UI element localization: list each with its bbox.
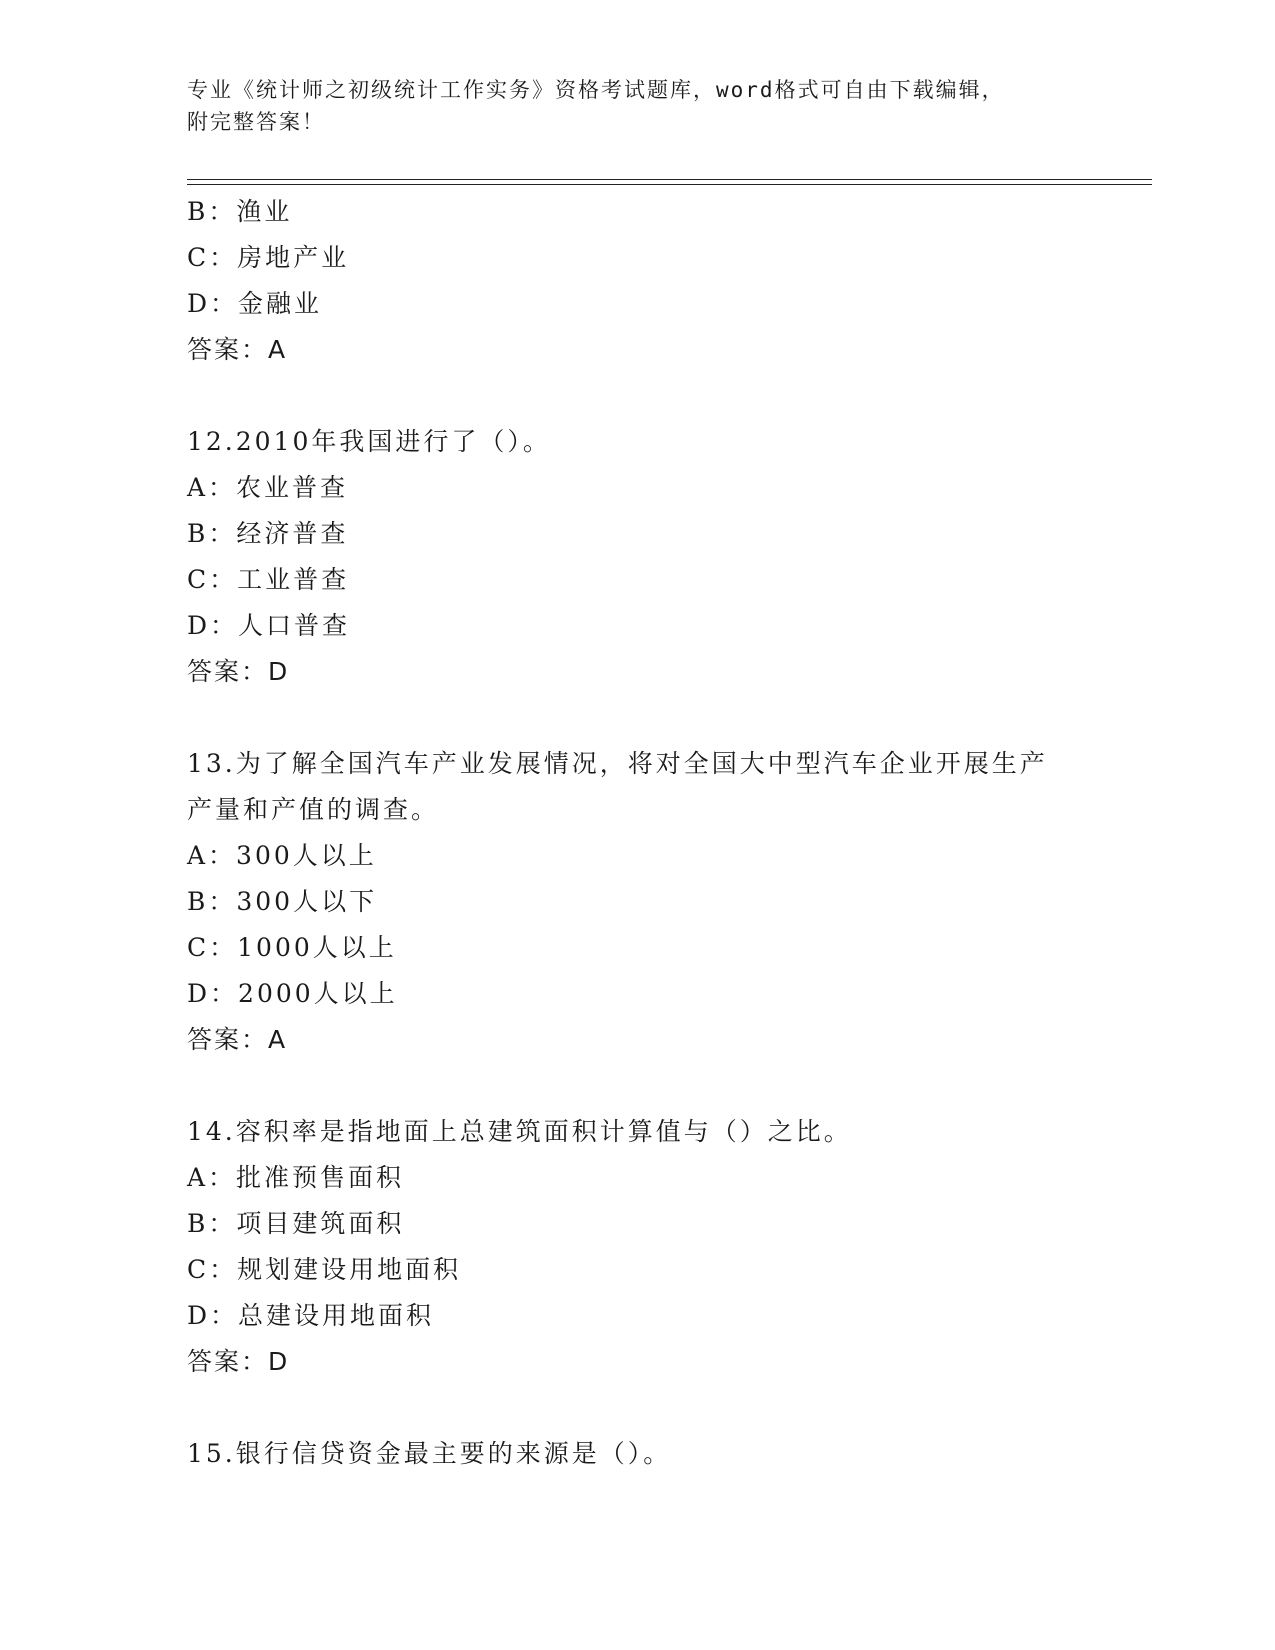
header-divider-bottom (187, 184, 1152, 185)
option-d: D：总建设用地面积 (187, 1301, 435, 1330)
question-13 (187, 741, 1147, 1063)
option-b: B：经济普查 (187, 519, 349, 548)
question-stem: 14.容积率是指地面上总建筑面积计算值与（）之比。 (187, 1117, 852, 1146)
question-12 (187, 419, 1147, 695)
header-line-2: 附完整答案！ (187, 110, 325, 134)
option-a: A：300人以上 (187, 841, 377, 870)
document-header (187, 74, 1087, 138)
spacer (187, 1063, 1147, 1109)
question-stem: 12.2010年我国进行了（）。 (187, 427, 551, 456)
option-b: B：渔业 (187, 197, 293, 226)
question-11 (187, 189, 1147, 373)
option-a: A：批准预售面积 (187, 1163, 405, 1192)
question-stem-line-1: 13.为了解全国汽车产业发展情况，将对全国大中型汽车企业开展生产 (187, 749, 1048, 778)
option-c: C：房地产业 (187, 243, 350, 272)
option-a: A：农业普查 (187, 473, 349, 502)
option-d: D：金融业 (187, 289, 323, 318)
question-list (187, 189, 1147, 1477)
answer: 答案：D (187, 1347, 290, 1376)
answer: 答案：A (187, 1025, 288, 1054)
header-line-1: 专业《统计师之初级统计工作实务》资格考试题库，word格式可自由下载编辑， (187, 78, 1005, 102)
question-stem: 15.银行信贷资金最主要的来源是（）。 (187, 1439, 672, 1468)
option-c: C：1000人以上 (187, 933, 397, 962)
option-c: C：工业普查 (187, 565, 350, 594)
option-d: D：2000人以上 (187, 979, 398, 1008)
spacer (187, 1385, 1147, 1431)
option-c: C：规划建设用地面积 (187, 1255, 462, 1284)
question-14 (187, 1109, 1147, 1385)
spacer (187, 373, 1147, 419)
question-15 (187, 1431, 1147, 1477)
header-divider-top (187, 179, 1152, 180)
question-stem-line-2: 产量和产值的调查。 (187, 795, 440, 824)
answer: 答案：A (187, 335, 288, 364)
option-b: B：项目建筑面积 (187, 1209, 405, 1238)
spacer (187, 695, 1147, 741)
answer: 答案：D (187, 657, 290, 686)
option-d: D：人口普查 (187, 611, 351, 640)
option-b: B：300人以下 (187, 887, 378, 916)
